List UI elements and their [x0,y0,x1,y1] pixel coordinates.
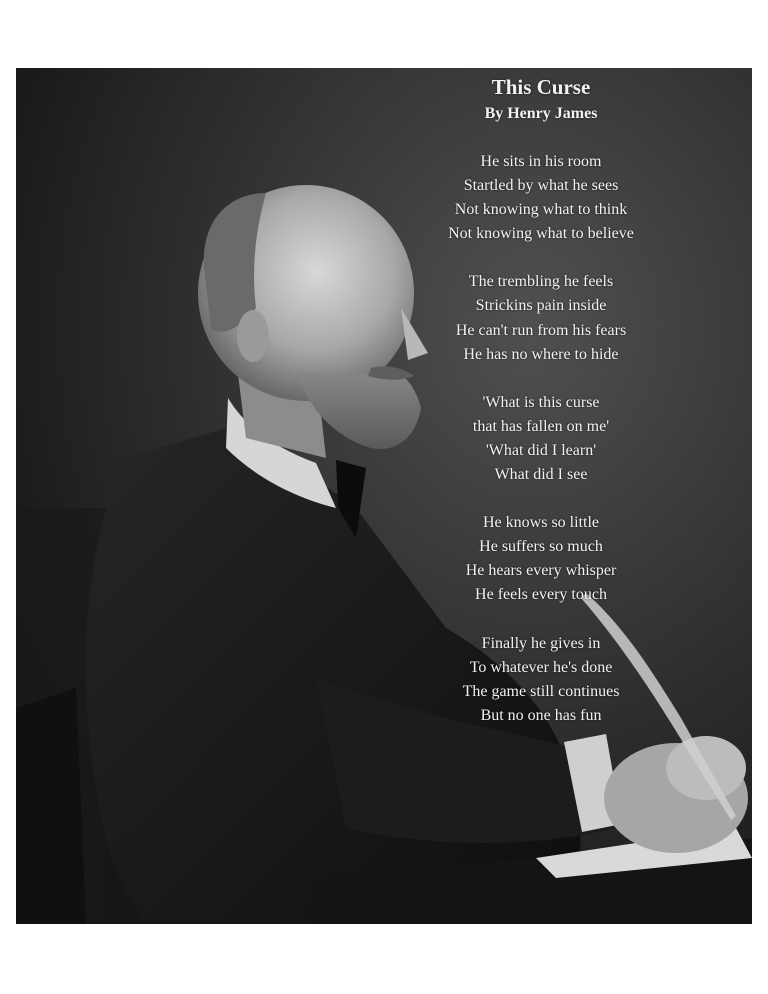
poem-line: He has no where to hide [463,345,619,363]
poem-line: He knows so little [483,514,599,532]
poem-line: He suffers so much [479,538,603,556]
poem-line: But no one has fun [480,706,602,724]
poem-line: Not knowing what to think [454,201,628,219]
poem-line: Startled by what he sees [463,177,619,195]
poem-line: He feels every touch [475,586,607,604]
poem-line: Strickins pain inside [475,297,607,315]
poem-line: He sits in his room [480,153,602,170]
poem [376,72,706,752]
stanza-3 [376,391,706,487]
poem-line: He can't run from his fears [455,321,627,339]
poem-line: Finally he gives in [481,634,601,652]
poem-line: that has fallen on me' [472,417,610,435]
stanza-4 [376,511,706,607]
stanza-2 [376,270,706,366]
stanza-5 [376,632,706,728]
poem-byline: By Henry James [484,105,598,122]
stanza-1 [376,150,706,246]
poem-line: The trembling he feels [468,273,614,291]
poem-line: He hears every whisper [465,562,617,580]
poem-line: 'What is this curse [482,393,600,411]
poem-line: The game still continues [462,682,620,700]
poem-line: To whatever he's done [469,658,613,676]
poem-title: This Curse [491,75,591,99]
poem-line: 'What did I learn' [485,441,597,459]
poem-line: Not knowing what to believe [448,225,634,243]
poem-line: What did I see [494,466,588,484]
